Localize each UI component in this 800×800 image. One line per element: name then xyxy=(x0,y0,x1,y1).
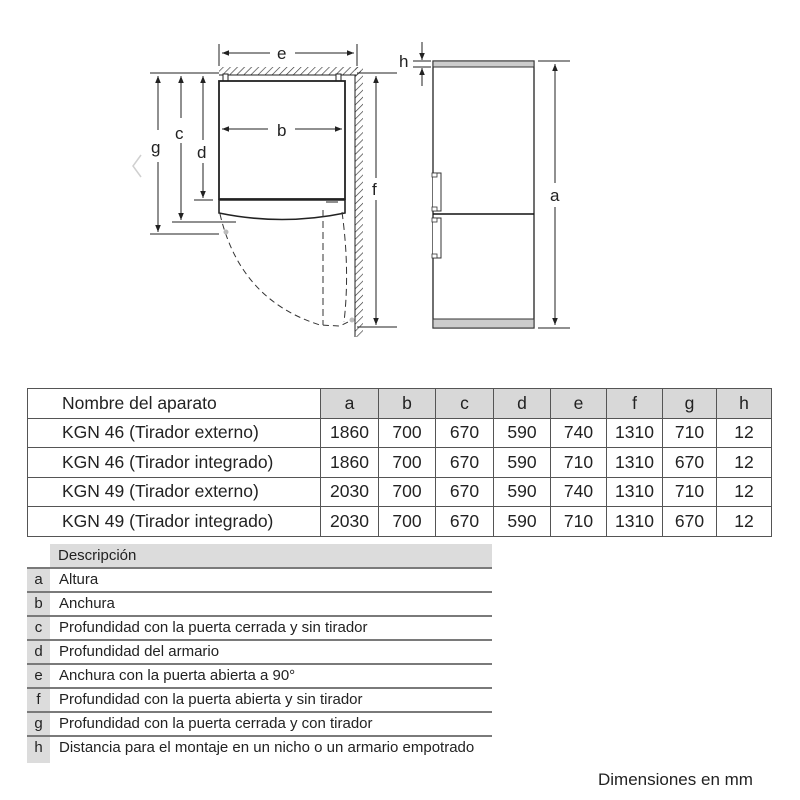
cell-c: 670 xyxy=(436,477,494,507)
legend-text: Profundidad del armario xyxy=(59,643,220,660)
front-view xyxy=(399,42,570,328)
table-header-row xyxy=(28,389,772,419)
table-row xyxy=(28,507,772,537)
legend-item xyxy=(27,735,492,763)
label-c: c xyxy=(175,124,184,143)
col-header-d: d xyxy=(494,389,551,419)
table-row xyxy=(28,448,772,478)
cell-a: 1860 xyxy=(321,448,379,478)
cell-a: 2030 xyxy=(321,477,379,507)
description-header xyxy=(27,544,492,567)
legend-letter: g xyxy=(27,713,50,735)
description-legend xyxy=(27,544,492,763)
label-b: b xyxy=(277,121,287,140)
col-header-name: Nombre del aparato xyxy=(28,389,321,419)
units-note: Dimensiones en mm xyxy=(598,770,753,789)
col-header-h: h xyxy=(717,389,772,419)
legend-item xyxy=(27,639,492,663)
legend-item xyxy=(27,615,492,639)
legend-item xyxy=(27,591,492,615)
col-header-a: a xyxy=(321,389,379,419)
cell-e: 740 xyxy=(551,477,607,507)
legend-item xyxy=(27,663,492,687)
legend-letter: b xyxy=(27,593,50,615)
cell-c: 670 xyxy=(436,507,494,537)
label-h: h xyxy=(399,52,409,71)
legend-text: Altura xyxy=(59,571,99,588)
legend-letter: f xyxy=(27,689,50,711)
cell-d: 590 xyxy=(494,507,551,537)
description-title: Descripción xyxy=(50,544,492,567)
cell-h: 12 xyxy=(717,507,772,537)
label-e: e xyxy=(277,44,287,63)
legend-text: Profundidad con la puerta cerrada y sin tirador xyxy=(59,619,368,636)
cell-b: 700 xyxy=(379,477,436,507)
legend-letter: d xyxy=(27,641,50,663)
label-f: f xyxy=(372,180,377,199)
cell-f: 1310 xyxy=(607,507,663,537)
legend-letter: a xyxy=(27,569,50,591)
dimension-diagram xyxy=(0,0,800,360)
model-name: KGN 49 (Tirador externo) xyxy=(28,477,321,507)
cell-g: 670 xyxy=(663,448,717,478)
cell-e: 710 xyxy=(551,507,607,537)
legend-letter: h xyxy=(27,737,50,763)
table-row xyxy=(28,418,772,448)
legend-letter: e xyxy=(27,665,50,687)
cell-e: 710 xyxy=(551,448,607,478)
cell-d: 590 xyxy=(494,448,551,478)
col-header-g: g xyxy=(663,389,717,419)
legend-item xyxy=(27,567,492,591)
cell-c: 670 xyxy=(436,448,494,478)
table-row xyxy=(28,477,772,507)
header-letter-cell xyxy=(27,544,50,567)
cell-h: 12 xyxy=(717,477,772,507)
dimensions-table xyxy=(27,388,772,537)
cell-f: 1310 xyxy=(607,418,663,448)
label-d: d xyxy=(197,143,207,162)
cell-e: 740 xyxy=(551,418,607,448)
legend-text: Anchura xyxy=(59,595,115,612)
legend-item xyxy=(27,711,492,735)
top-view xyxy=(150,44,397,337)
cell-g: 670 xyxy=(663,507,717,537)
cell-f: 1310 xyxy=(607,448,663,478)
cell-g: 710 xyxy=(663,418,717,448)
model-name: KGN 46 (Tirador externo) xyxy=(28,418,321,448)
legend-text: Profundidad con la puerta cerrada y con tirador xyxy=(59,715,373,732)
cell-b: 700 xyxy=(379,418,436,448)
legend-text: Distancia para el montaje en un nicho o un armario empotrado xyxy=(59,739,475,756)
legend-text: Anchura con la puerta abierta a 90° xyxy=(59,667,296,684)
cell-d: 590 xyxy=(494,477,551,507)
col-header-b: b xyxy=(379,389,436,419)
col-header-e: e xyxy=(551,389,607,419)
legend-text: Profundidad con la puerta abierta y sin tirador xyxy=(59,691,363,708)
cell-f: 1310 xyxy=(607,477,663,507)
cell-h: 12 xyxy=(717,418,772,448)
legend-letter: c xyxy=(27,617,50,639)
cell-d: 590 xyxy=(494,418,551,448)
cell-h: 12 xyxy=(717,448,772,478)
label-a: a xyxy=(550,186,560,205)
model-name: KGN 49 (Tirador integrado) xyxy=(28,507,321,537)
model-name: KGN 46 (Tirador integrado) xyxy=(28,448,321,478)
cell-a: 1860 xyxy=(321,418,379,448)
legend-item xyxy=(27,687,492,711)
col-header-c: c xyxy=(436,389,494,419)
cell-g: 710 xyxy=(663,477,717,507)
col-header-f: f xyxy=(607,389,663,419)
cell-c: 670 xyxy=(436,418,494,448)
cell-b: 700 xyxy=(379,507,436,537)
cell-b: 700 xyxy=(379,448,436,478)
cell-a: 2030 xyxy=(321,507,379,537)
label-g: g xyxy=(151,138,161,157)
